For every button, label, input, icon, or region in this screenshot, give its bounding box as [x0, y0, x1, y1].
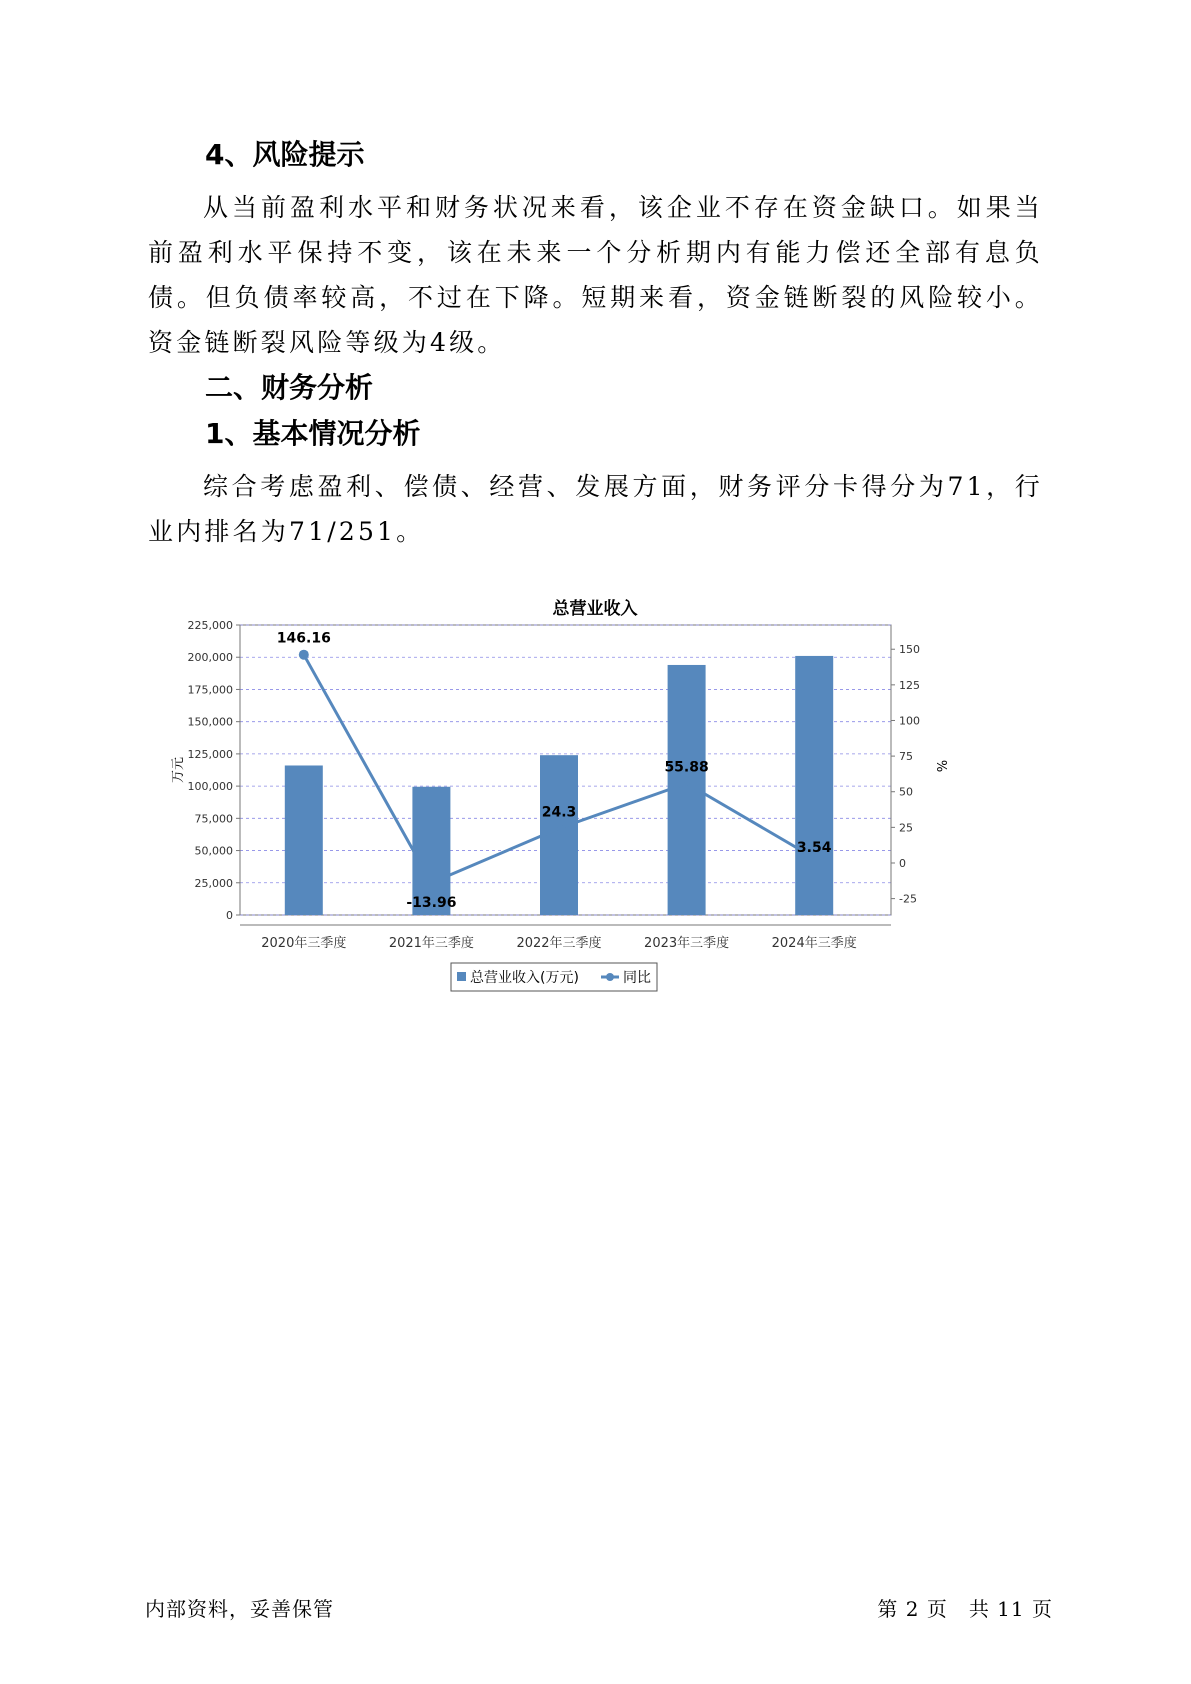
risk-paragraph: 从当前盈利水平和财务状况来看，该企业不存在资金缺口。如果当前盈利水平保持不变，该在未来一个分析期内有能力偿还全部有息负债。但负债率较高，不过在下降。短期来看，资金链断裂的风险较小。资金链断裂风险等级为4级。 — [148, 193, 1043, 357]
footer-note: 内部资料，妥善保管 — [145, 1597, 334, 1621]
y2-tick-label: 0 — [899, 856, 906, 870]
y2-axis-title: % — [933, 759, 948, 773]
legend-bar-swatch — [457, 972, 466, 981]
y-tick-label: 75,000 — [194, 812, 233, 826]
y-tick-label: 200,000 — [187, 651, 233, 665]
y-tick-label: 25,000 — [194, 876, 233, 890]
analysis-heading: 二、财务分析 — [205, 371, 374, 404]
basic-heading: 1、基本情况分析 — [205, 417, 421, 450]
y-tick-label: 150,000 — [187, 715, 233, 729]
data-label: 146.16 — [276, 630, 331, 647]
y-tick-label: 225,000 — [187, 619, 233, 632]
y2-tick-label: 25 — [899, 821, 913, 835]
x-tick-label: 2021年三季度 — [388, 936, 474, 951]
legend — [451, 963, 657, 991]
data-label: 24.3 — [541, 804, 577, 821]
y2-tick-label: 150 — [899, 643, 920, 657]
y2-tick-label: 125 — [899, 678, 920, 692]
bar — [795, 656, 833, 915]
basic-paragraph: 综合考虑盈利、偿债、经营、发展方面，财务评分卡得分为71，行业内排名为71/251。 — [148, 472, 1043, 546]
y-tick-label: 50,000 — [194, 844, 233, 858]
bar — [285, 765, 323, 915]
x-tick-label: 2023年三季度 — [644, 936, 730, 951]
y2-tick-label: 50 — [899, 785, 913, 799]
legend-bar-label: 总营业收入(万元) — [470, 970, 579, 986]
y2-tick-label: 100 — [899, 714, 920, 728]
y-tick-label: 100,000 — [187, 780, 233, 794]
x-tick-label: 2024年三季度 — [771, 936, 857, 951]
y-tick-label: 125,000 — [187, 747, 233, 761]
revenue-chart — [171, 590, 960, 1055]
page-number: 第 2 页 共 11 页 — [877, 1597, 1053, 1621]
data-label: -13.96 — [406, 894, 457, 911]
line-marker — [299, 650, 309, 660]
y2-tick-label: -25 — [899, 892, 917, 906]
data-label: 3.54 — [796, 839, 832, 856]
y-axis-title: 万元 — [171, 756, 186, 784]
y2-tick-label: 75 — [899, 750, 913, 764]
x-tick-label: 2022年三季度 — [516, 936, 602, 951]
x-tick-label: 2020年三季度 — [261, 936, 347, 951]
y-tick-label: 175,000 — [187, 683, 233, 697]
legend-line-marker — [606, 973, 614, 981]
y-tick-label: 0 — [226, 909, 233, 922]
legend-line-label: 同比 — [623, 970, 651, 986]
risk-heading: 4、风险提示 — [205, 138, 365, 171]
data-label: 55.88 — [664, 759, 709, 776]
chart-title: 总营业收入 — [552, 599, 638, 619]
